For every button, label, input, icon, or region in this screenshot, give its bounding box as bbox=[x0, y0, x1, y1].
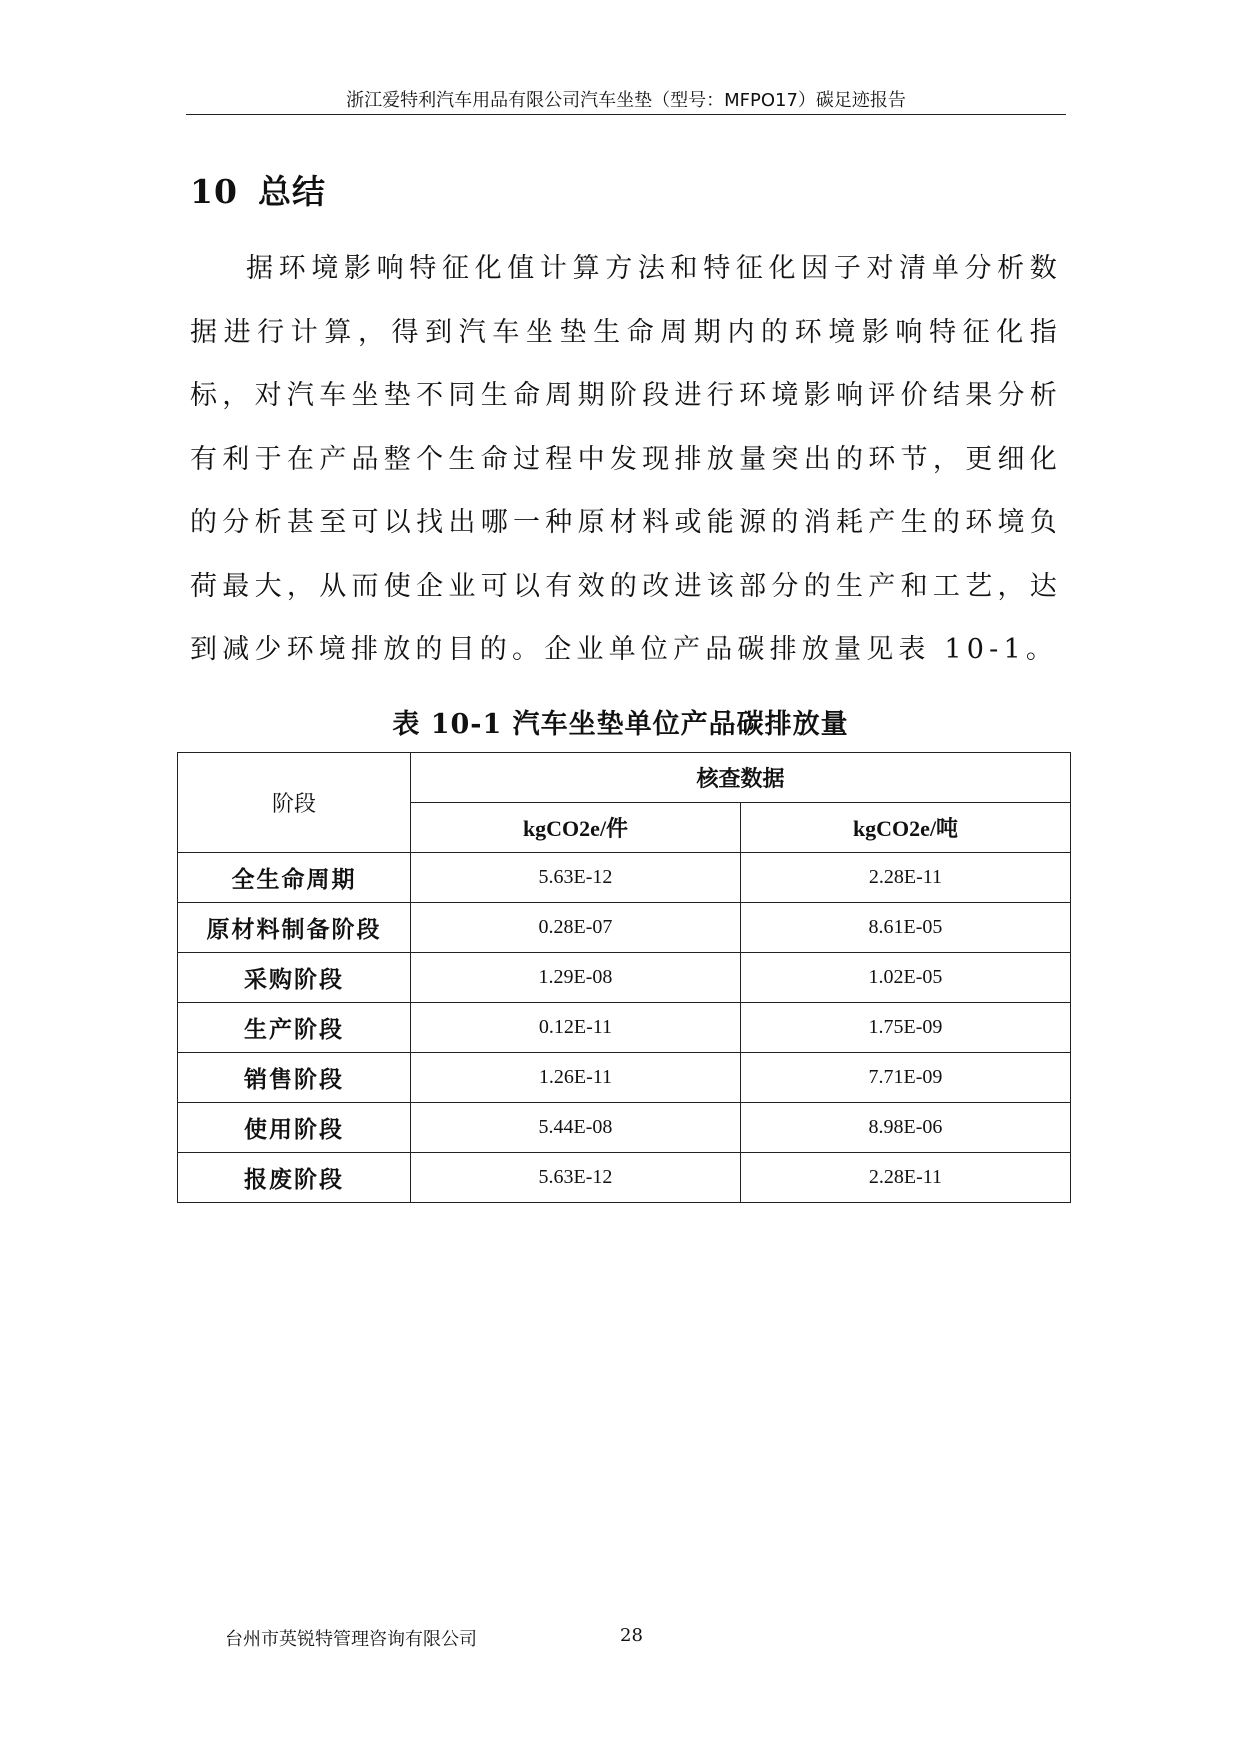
per-ton-value: 2.28E-11 bbox=[741, 853, 1071, 903]
stage-cell: 报废阶段 bbox=[178, 1153, 411, 1203]
footer-company: 台州市英锐特管理咨询有限公司 bbox=[225, 1629, 477, 1650]
per-ton-value: 8.98E-06 bbox=[741, 1103, 1071, 1153]
stage-cell: 生产阶段 bbox=[178, 1003, 411, 1053]
table-row bbox=[178, 853, 1071, 903]
per-ton-value: 2.28E-11 bbox=[741, 1153, 1071, 1203]
table-row bbox=[178, 1103, 1071, 1153]
section-title: 总结 bbox=[257, 172, 326, 211]
summary-paragraph: 据环境影响特征化值计算方法和特征化因子对清单分析数据进行计算，得到汽车坐垫生命周期内的环境影响特征化指标，对汽车坐垫不同生命周期阶段进行环境影响评价结果分析有利于在产品整个生命过程中发现排放量突出的环节，更细化的分析甚至可以找出哪一种原材料或能源的消耗产生的环境负荷最大，从而使企业可以有效的改进该部分的生产和工艺，达到减少环境排放的目的。企业单位产品碳排放量见表 10-1。 bbox=[190, 253, 1062, 665]
table-row bbox=[178, 903, 1071, 953]
per-piece-value: 0.28E-07 bbox=[411, 903, 741, 953]
stage-cell: 使用阶段 bbox=[178, 1103, 411, 1153]
table-body bbox=[178, 853, 1071, 1203]
verification-data-header: 核查数据 bbox=[411, 753, 1071, 803]
per-piece-value: 1.29E-08 bbox=[411, 953, 741, 1003]
per-ton-value: 8.61E-05 bbox=[741, 903, 1071, 953]
emissions-table bbox=[177, 752, 1071, 1203]
per-ton-value: 7.71E-09 bbox=[741, 1053, 1071, 1103]
per-piece-value: 5.63E-12 bbox=[411, 853, 741, 903]
per-piece-value: 5.44E-08 bbox=[411, 1103, 741, 1153]
section-heading bbox=[190, 166, 326, 213]
table-caption: 表 10-1 汽车坐垫单位产品碳排放量 bbox=[392, 709, 849, 740]
unit-per-piece-header: kgCO2e/件 bbox=[411, 803, 741, 853]
per-piece-value: 0.12E-11 bbox=[411, 1003, 741, 1053]
section-number: 10 bbox=[190, 172, 238, 211]
table-row bbox=[178, 1153, 1071, 1203]
per-ton-value: 1.75E-09 bbox=[741, 1003, 1071, 1053]
stage-cell: 销售阶段 bbox=[178, 1053, 411, 1103]
stage-column-header: 阶段 bbox=[178, 753, 411, 853]
stage-cell: 采购阶段 bbox=[178, 953, 411, 1003]
table-row bbox=[178, 1003, 1071, 1053]
stage-cell: 全生命周期 bbox=[178, 853, 411, 903]
running-header: 浙江爱特利汽车用品有限公司汽车坐垫（型号：MFPO17）碳足迹报告 bbox=[346, 90, 906, 111]
page-number: 28 bbox=[620, 1625, 643, 1646]
per-ton-value: 1.02E-05 bbox=[741, 953, 1071, 1003]
unit-per-ton-header: kgCO2e/吨 bbox=[741, 803, 1071, 853]
stage-cell: 原材料制备阶段 bbox=[178, 903, 411, 953]
table-row bbox=[178, 953, 1071, 1003]
table-header-row bbox=[178, 753, 1071, 803]
per-piece-value: 5.63E-12 bbox=[411, 1153, 741, 1203]
per-piece-value: 1.26E-11 bbox=[411, 1053, 741, 1103]
table-row bbox=[178, 1053, 1071, 1103]
header-divider bbox=[186, 114, 1066, 115]
